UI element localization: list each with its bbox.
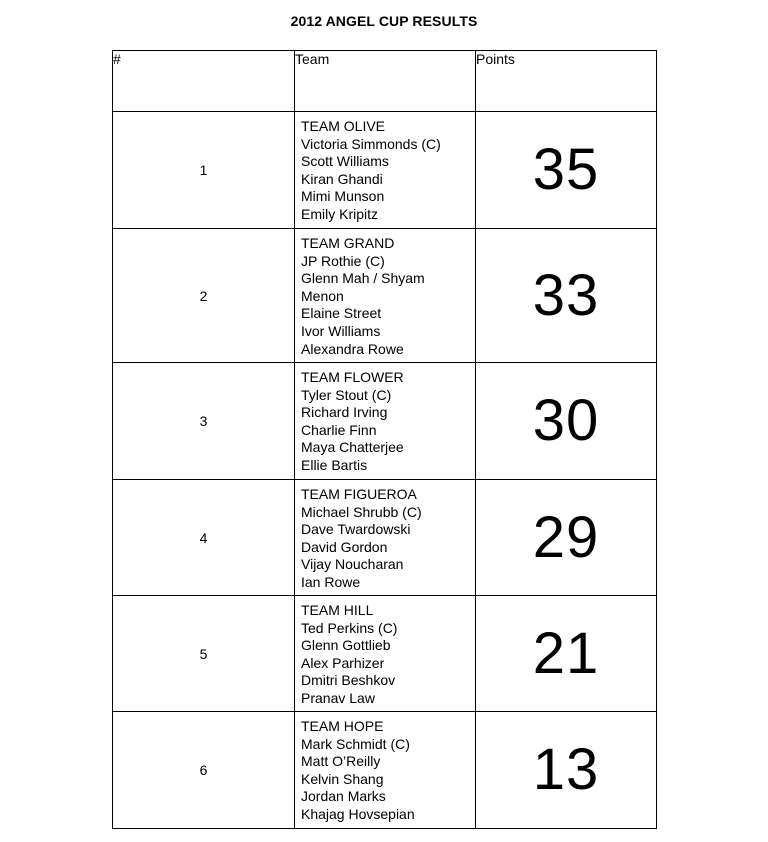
points-cell: 35 [476,112,657,229]
header-row [113,51,657,112]
table-row [113,712,657,829]
member: Pranav Law [301,689,375,706]
member: Kiran Ghandi [301,170,383,187]
member: Vijay Noucharan [301,556,404,573]
header-points: Points [476,51,657,112]
member: Charlie Finn [301,421,377,438]
member: Kelvin Shang [301,770,384,787]
rank-cell: 2 [113,229,295,363]
results-table [112,50,657,829]
member: Scott Williams [301,153,389,170]
member: Dmitri Beshkov [301,672,396,689]
team-cell [295,112,476,229]
member: Tyler Stout (C) [301,386,392,403]
points-cell: 13 [476,712,657,829]
member: Glenn Mah / Shyam [301,270,425,287]
member: Menon [301,287,344,304]
member: Ian Rowe [301,573,361,590]
points-cell: 33 [476,229,657,363]
member: Victoria Simmonds (C) [301,135,441,152]
team-cell [295,712,476,829]
member: Elaine Street [301,305,382,322]
member: Alex Parhizer [301,654,385,671]
team-cell [295,480,476,596]
table-row [113,363,657,480]
table-row [113,596,657,712]
team-name: TEAM FIGUEROA [301,486,417,502]
member: David Gordon [301,538,388,555]
header-team: Team [295,51,476,112]
member: Michael Shrubb (C) [301,503,422,520]
points-cell: 30 [476,363,657,480]
member: Ted Perkins (C) [301,619,398,636]
member: Ellie Bartis [301,456,368,473]
table-row [113,229,657,363]
member: Mimi Munson [301,188,385,205]
member: Alexandra Rowe [301,340,404,357]
team-cell [295,229,476,363]
member: Emily Kripitz [301,205,379,222]
team-name: TEAM HILL [301,602,374,618]
member: Mark Schmidt (C) [301,735,410,752]
header-rank: # [113,51,295,112]
member: Khajag Hovsepian [301,805,415,822]
team-cell [295,596,476,712]
points-cell: 29 [476,480,657,596]
member: Maya Chatterjee [301,439,404,456]
member: JP Rothie (C) [301,252,385,269]
table-row [113,480,657,596]
rank-cell: 4 [113,480,295,596]
rank-cell: 3 [113,363,295,480]
rank-cell: 1 [113,112,295,229]
team-name: TEAM OLIVE [301,118,386,134]
team-name: TEAM HOPE [301,718,384,734]
member: Glenn Gottlieb [301,637,391,654]
member: Richard Irving [301,404,388,421]
team-name: TEAM FLOWER [301,369,404,385]
points-cell: 21 [476,596,657,712]
member: Jordan Marks [301,788,386,805]
member: Matt O’Reilly [301,753,381,770]
table-row [113,112,657,229]
member: Ivor Williams [301,322,381,339]
page-title: 2012 ANGEL CUP RESULTS [290,13,478,29]
member: Dave Twardowski [301,521,411,538]
rank-cell: 6 [113,712,295,829]
team-name: TEAM GRAND [301,235,395,251]
team-cell [295,363,476,480]
rank-cell: 5 [113,596,295,712]
